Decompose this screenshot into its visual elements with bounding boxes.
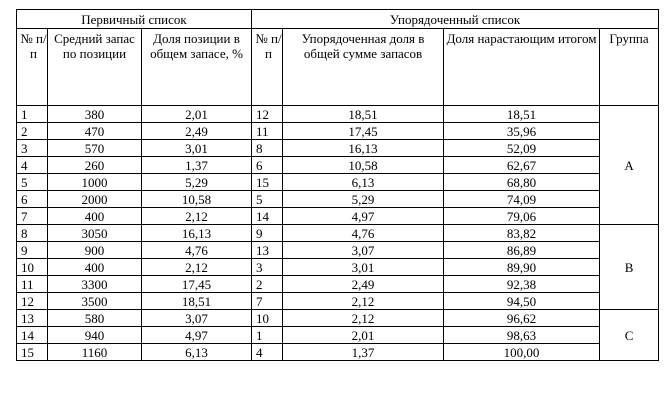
share-cell: 1,37 <box>142 157 252 174</box>
avg-stock-cell: 3050 <box>48 225 142 242</box>
ordered-number: 3 <box>252 259 283 276</box>
cumulative-cell: 18,51 <box>444 106 600 123</box>
col-ordered-number-header: № п/п <box>252 29 283 106</box>
col-cumulative-header: Доля нарастающим итогом <box>444 29 600 106</box>
share-cell: 16,13 <box>142 225 252 242</box>
row-number: 12 <box>17 293 48 310</box>
table-row <box>17 157 659 174</box>
ordered-share-cell: 2,12 <box>283 293 444 310</box>
avg-stock-cell: 380 <box>48 106 142 123</box>
avg-stock-cell: 260 <box>48 157 142 174</box>
ordered-number: 6 <box>252 157 283 174</box>
avg-stock-cell: 570 <box>48 140 142 157</box>
ordered-share-cell: 16,13 <box>283 140 444 157</box>
row-number: 5 <box>17 174 48 191</box>
ordered-share-cell: 4,97 <box>283 208 444 225</box>
ordered-share-cell: 2,12 <box>283 310 444 327</box>
share-cell: 2,01 <box>142 106 252 123</box>
abc-analysis-table <box>16 9 659 361</box>
cumulative-cell: 100,00 <box>444 344 600 361</box>
row-number: 1 <box>17 106 48 123</box>
avg-stock-cell: 1000 <box>48 174 142 191</box>
avg-stock-cell: 940 <box>48 327 142 344</box>
avg-stock-cell: 400 <box>48 208 142 225</box>
row-number: 8 <box>17 225 48 242</box>
col-group-header: Группа <box>600 29 659 106</box>
ordered-share-cell: 17,45 <box>283 123 444 140</box>
share-cell: 10,58 <box>142 191 252 208</box>
row-number: 11 <box>17 276 48 293</box>
avg-stock-cell: 470 <box>48 123 142 140</box>
row-number: 13 <box>17 310 48 327</box>
table-row <box>17 208 659 225</box>
ordered-share-cell: 1,37 <box>283 344 444 361</box>
cumulative-cell: 92,38 <box>444 276 600 293</box>
table-row <box>17 276 659 293</box>
ordered-number: 1 <box>252 327 283 344</box>
row-number: 14 <box>17 327 48 344</box>
cumulative-cell: 52,09 <box>444 140 600 157</box>
share-cell: 2,49 <box>142 123 252 140</box>
ordered-share-cell: 5,29 <box>283 191 444 208</box>
col-share-header: Доля позиции в общем запасе, % <box>142 29 252 106</box>
table-row <box>17 310 659 327</box>
primary-list-header: Первичный список <box>17 10 252 29</box>
row-number: 9 <box>17 242 48 259</box>
share-cell: 5,29 <box>142 174 252 191</box>
ordered-share-cell: 6,13 <box>283 174 444 191</box>
avg-stock-cell: 3300 <box>48 276 142 293</box>
share-cell: 2,12 <box>142 259 252 276</box>
ordered-number: 13 <box>252 242 283 259</box>
ordered-number: 5 <box>252 191 283 208</box>
ordered-number: 14 <box>252 208 283 225</box>
avg-stock-cell: 1160 <box>48 344 142 361</box>
share-cell: 18,51 <box>142 293 252 310</box>
table-row <box>17 344 659 361</box>
avg-stock-cell: 900 <box>48 242 142 259</box>
table-row <box>17 174 659 191</box>
share-cell: 4,97 <box>142 327 252 344</box>
ordered-number: 9 <box>252 225 283 242</box>
ordered-share-cell: 3,07 <box>283 242 444 259</box>
table-row <box>17 293 659 310</box>
avg-stock-cell: 400 <box>48 259 142 276</box>
col-number-header: № п/п <box>17 29 48 106</box>
ordered-share-cell: 4,76 <box>283 225 444 242</box>
share-cell: 2,12 <box>142 208 252 225</box>
share-cell: 4,76 <box>142 242 252 259</box>
table-row <box>17 242 659 259</box>
cumulative-cell: 79,06 <box>444 208 600 225</box>
ordered-share-cell: 2,49 <box>283 276 444 293</box>
ordered-number: 10 <box>252 310 283 327</box>
ordered-number: 7 <box>252 293 283 310</box>
group-c-cell: С <box>600 310 659 361</box>
table-row <box>17 123 659 140</box>
table-row <box>17 106 659 123</box>
cumulative-cell: 62,67 <box>444 157 600 174</box>
cumulative-cell: 35,96 <box>444 123 600 140</box>
ordered-share-cell: 10,58 <box>283 157 444 174</box>
col-avg-stock-header: Средний запас по позиции <box>48 29 142 106</box>
share-cell: 3,07 <box>142 310 252 327</box>
avg-stock-cell: 2000 <box>48 191 142 208</box>
ordered-share-cell: 18,51 <box>283 106 444 123</box>
cumulative-cell: 86,89 <box>444 242 600 259</box>
cumulative-cell: 94,50 <box>444 293 600 310</box>
ordered-number: 12 <box>252 106 283 123</box>
col-ordered-share-header: Упорядоченная доля в общей сумме запасов <box>283 29 444 106</box>
table-row <box>17 140 659 157</box>
share-cell: 6,13 <box>142 344 252 361</box>
ordered-list-header: Упорядоченный список <box>252 10 659 29</box>
cumulative-cell: 83,82 <box>444 225 600 242</box>
ordered-number: 11 <box>252 123 283 140</box>
table-row <box>17 225 659 242</box>
row-number: 7 <box>17 208 48 225</box>
cumulative-cell: 68,80 <box>444 174 600 191</box>
row-number: 15 <box>17 344 48 361</box>
row-number: 2 <box>17 123 48 140</box>
group-a-cell: А <box>600 106 659 225</box>
ordered-number: 2 <box>252 276 283 293</box>
row-number: 4 <box>17 157 48 174</box>
avg-stock-cell: 3500 <box>48 293 142 310</box>
table-row <box>17 191 659 208</box>
table-row <box>17 327 659 344</box>
ordered-number: 15 <box>252 174 283 191</box>
cumulative-cell: 89,90 <box>444 259 600 276</box>
cumulative-cell: 98,63 <box>444 327 600 344</box>
ordered-number: 8 <box>252 140 283 157</box>
ordered-share-cell: 3,01 <box>283 259 444 276</box>
cumulative-cell: 74,09 <box>444 191 600 208</box>
share-cell: 17,45 <box>142 276 252 293</box>
table-row <box>17 259 659 276</box>
cumulative-cell: 96,62 <box>444 310 600 327</box>
avg-stock-cell: 580 <box>48 310 142 327</box>
ordered-number: 4 <box>252 344 283 361</box>
row-number: 3 <box>17 140 48 157</box>
row-number: 10 <box>17 259 48 276</box>
group-b-cell: В <box>600 225 659 310</box>
row-number: 6 <box>17 191 48 208</box>
ordered-share-cell: 2,01 <box>283 327 444 344</box>
share-cell: 3,01 <box>142 140 252 157</box>
